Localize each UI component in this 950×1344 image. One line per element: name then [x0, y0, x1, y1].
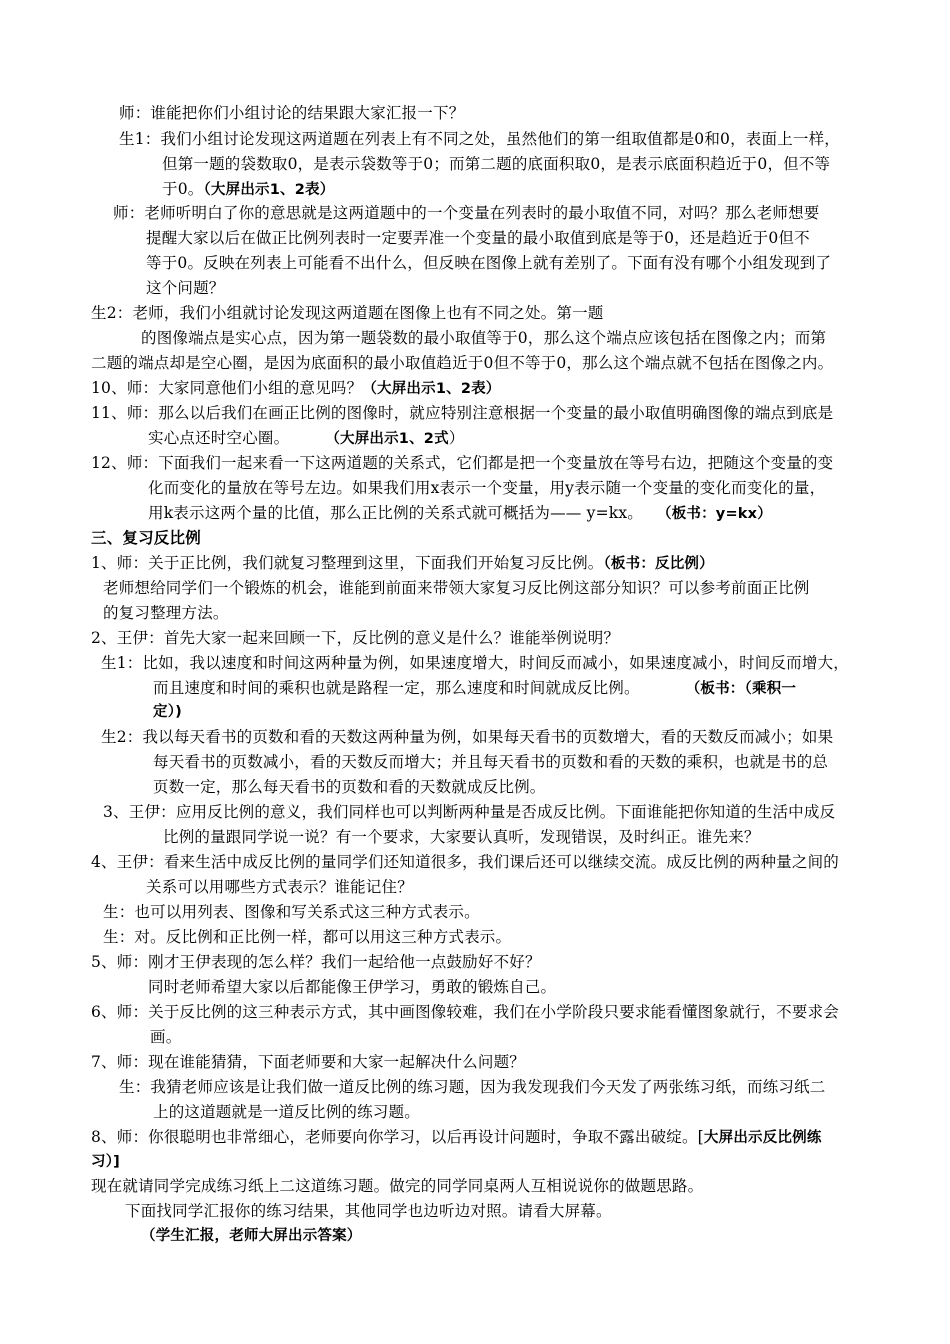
text-line: 4、王伊：看来生活中成反比例的量同学们还知道很多，我们课后还可以继续交流。成反比例的两种量之间的 — [91, 853, 839, 871]
bold-note: （学生汇报，老师大屏出示答案） — [141, 1228, 362, 1244]
section-heading: 三、复习反比例 — [91, 529, 201, 547]
text-line: 画。 — [150, 1028, 182, 1046]
text-line — [162, 179, 334, 200]
bold-note: （板书：（乘积一 — [685, 681, 797, 697]
text-line: 老师想给同学们一个锻炼的机会，谁能到前面来带领大家复习反比例这部分知识？可以参考前面正比例 — [103, 579, 810, 597]
text-line: 3、王伊：应用反比例的意义，我们同样也可以判断两种量是否成反比例。下面谁能把你知道的生活中成反 — [103, 803, 836, 821]
text-line: 生2：我以每天看书的页数和看的天数这两种量为例，如果每天看书的页数增大，看的天数反而减小；如果 — [101, 728, 834, 746]
text-line: 等于0。反映在列表上可能看不出什么，但反映在图像上就有差别了。下面有没有哪个小组发现到了 — [146, 254, 832, 272]
bold-note: 大屏出示反比例练 — [703, 1130, 822, 1146]
text-line — [91, 378, 501, 399]
text-span: 1、师：关于正比例，我们就复习整理到这里，下面我们开始复习反比例。 — [91, 554, 604, 572]
text-line: 的复习整理方法。 — [103, 604, 229, 622]
text-span: 8、师：你很聪明也非常细心，老师要向你学习，以后再设计问题时，争取不露出破绽。[ — [91, 1128, 704, 1146]
text-line: 2、王伊：首先大家一起来回顾一下，反比例的意义是什么？谁能举例说明？ — [91, 629, 620, 647]
text-line: 上的这道题就是一道反比例的练习题。 — [153, 1103, 420, 1121]
text-line: 但第一题的袋数取0，是表示袋数等于0；而第二题的底面积取0，是表示底面积趋近于0，但不等 — [162, 155, 831, 173]
text-line: 二题的端点却是空心圈，是因为底面积的最小取值趋近于0但不等于0，那么这个端点就不包括在图像之内。 — [91, 354, 834, 372]
text-line — [91, 1151, 120, 1172]
text-line: 生：对。反比例和正比例一样，都可以用这三种方式表示。 — [103, 928, 512, 946]
text-line: 师：谁能把你们小组讨论的结果跟大家汇报一下？ — [119, 104, 465, 122]
text-line: 化而变化的量放在等号左边。如果我们用x表示一个变量，用y表示随一个变量的变化而变化的量， — [148, 479, 826, 497]
text-line: 12、师：下面我们一起来看一下这两道题的关系式，它们都是把一个变量放在等号右边，把随这个变量的变 — [91, 454, 834, 472]
bold-note: 定）) — [153, 704, 182, 720]
text-line: 生：也可以用列表、图像和写关系式这三种方式表示。 — [103, 903, 480, 921]
text-line: 这个问题？ — [146, 279, 225, 297]
text-line: 提醒大家以后在做正比例列表时一定要弄准一个变量的最小取值到底是等于0，还是趋近于0但不 — [146, 229, 810, 247]
text-line — [91, 553, 714, 574]
text-line — [148, 428, 465, 449]
text-span: ） — [448, 429, 465, 447]
text-line: 11、师：那么以后我们在画正比例的图像时，就应特别注意根据一个变量的最小取值明确图像的端点到底是 — [91, 404, 834, 422]
text-line: 7、师：现在谁能猜猜，下面老师要和大家一起解决什么问题？ — [91, 1053, 525, 1071]
bold-note: （大屏出示1、2表） — [203, 182, 335, 198]
text-line: 6、师：关于反比例的这三种表示方式，其中画图像较难，我们在小学阶段只要求能看懂图象就行，不要求会 — [91, 1003, 839, 1021]
text-line: 生1：比如，我以速度和时间这两种量为例，如果速度增大，时间反而减小，如果速度减小，时间反而增大， — [101, 654, 849, 672]
text-span: 用k表示这两个量的比值，那么正比例的关系式就可概括为—— y=kx。 — [148, 504, 643, 522]
text-line: 生2：老师，我们小组就讨论发现这两道题在图像上也有不同之处。第一题 — [91, 304, 604, 322]
text-line: 师：老师听明白了你的意思就是这两道题中的一个变量在列表时的最小取值不同，对吗？那么老师想要 — [113, 204, 820, 222]
text-line: 页数一定，那么每天看书的页数和看的天数就成反比例。 — [153, 778, 546, 796]
text-line: 关系可以用哪些方式表示？谁能记住？ — [146, 878, 413, 896]
text-line — [91, 1127, 822, 1148]
text-line: 每天看书的页数减小，看的天数反而增大；并且每天看书的页数和看的天数的乘积，也就是书的总 — [153, 753, 829, 771]
text-span: 10、师：大家同意他们小组的意见吗？ — [91, 379, 363, 397]
text-line: 同时老师希望大家以后都能像王伊学习，勇敢的锻炼自己。 — [148, 978, 557, 996]
text-line: 5、师：刚才王伊表现的怎么样？我们一起给他一点鼓励好不好？ — [91, 953, 541, 971]
text-span: 而且速度和时间的乘积也就是路程一定，那么速度和时间就成反比例。 — [153, 679, 640, 697]
text-line — [153, 678, 796, 699]
text-line: 下面找同学汇报你的练习结果，其他同学也边听边对照。请看大屏幕。 — [125, 1202, 612, 1220]
text-line — [148, 503, 772, 524]
bold-note: （大屏出示1、2式 — [325, 431, 449, 447]
text-span: 实心点还时空心圈。 — [148, 429, 290, 447]
text-line: 生1：我们小组讨论发现这两道题在列表上有不同之处，虽然他们的第一组取值都是0和0，表面上一样， — [119, 130, 840, 148]
bold-note: （板书：反比例） — [603, 556, 714, 572]
text-line: 生：我猜老师应该是让我们做一道反比例的练习题，因为我发现我们今天发了两张练习纸，而练习纸二 — [119, 1078, 826, 1096]
bold-note: 习）] — [91, 1154, 120, 1170]
bold-note: （板书：y=kx） — [657, 506, 772, 522]
text-line: 现在就请同学完成练习纸上二这道练习题。做完的同学同桌两人互相说说你的做题思路。 — [91, 1177, 704, 1195]
bold-note: （大屏出示1、2表） — [362, 381, 501, 397]
text-line: 比例的量跟同学说一说？有一个要求，大家要认真听，发现错误，及时纠正。谁先来？ — [163, 828, 760, 846]
text-line: 的图像端点是实心点，因为第一题袋数的最小取值等于0，那么这个端点应该包括在图像之内；而第 — [141, 329, 827, 347]
text-span: 于0。 — [162, 180, 204, 198]
